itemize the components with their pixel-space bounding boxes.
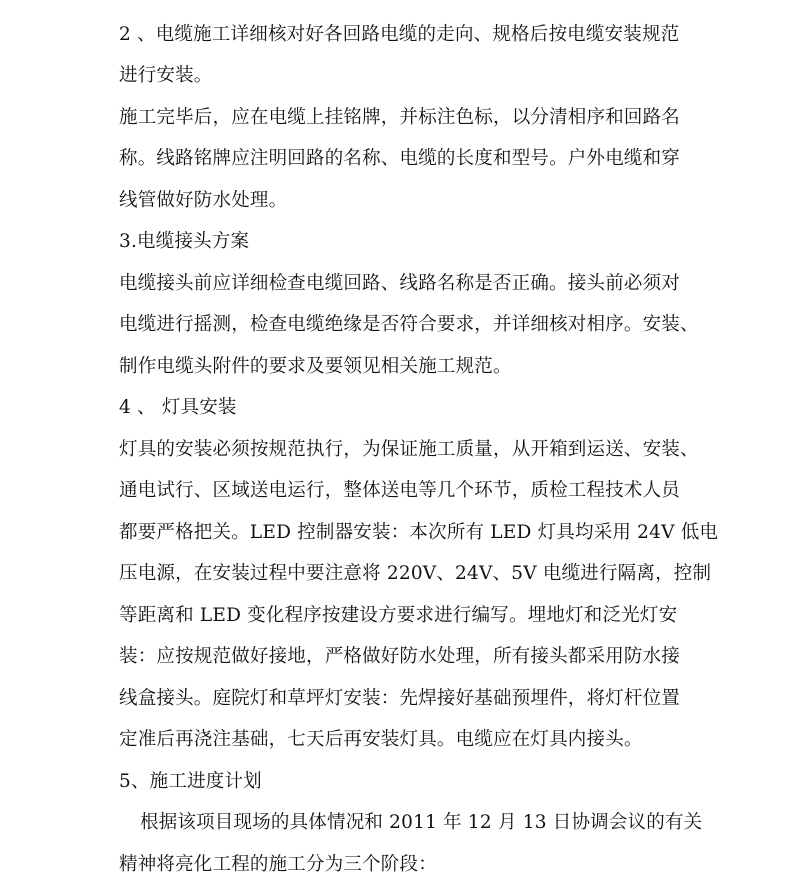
- section-heading-5: 5、施工进度计划: [119, 771, 262, 792]
- section-heading-3: 3.电缆接头方案: [119, 231, 250, 252]
- text-line-20: 根据该项目现场的具体情况和 2011 年 12 月 13 日协调会议的有关: [140, 812, 703, 833]
- text-line-3: 施工完毕后，应在电缆上挂铭牌，并标注色标，以分清相序和回路名: [119, 107, 681, 128]
- section-heading-4: 4 、 灯具安装: [119, 397, 237, 418]
- text-line-8: 电缆进行摇测，检查电缆绝缘是否符合要求，并详细核对相序。安装、: [119, 314, 699, 335]
- text-line-15: 等距离和 LED 变化程序按建设方要求进行编写。埋地灯和泛光灯安: [119, 605, 678, 626]
- text-line-16: 装：应按规范做好接地，严格做好防水处理，所有接头都采用防水接: [119, 646, 681, 667]
- text-line-5: 线管做好防水处理。: [119, 190, 288, 211]
- text-line-11: 灯具的安装必须按规范执行，为保证施工质量，从开箱到运送、安装、: [119, 439, 699, 460]
- text-line-12: 通电试行、区域送电运行，整体送电等几个环节，质检工程技术人员: [119, 480, 681, 501]
- text-line-13: 都要严格把关。LED 控制器安装：本次所有 LED 灯具均采用 24V 低电: [119, 522, 719, 543]
- text-line-4: 称。线路铭牌应注明回路的名称、电缆的长度和型号。户外电缆和穿: [119, 148, 681, 169]
- text-line-21: 精神将亮化工程的施工分为三个阶段：: [119, 854, 437, 875]
- text-line-2: 进行安装。: [119, 65, 213, 86]
- text-line-14: 压电源，在安装过程中要注意将 220V、24V、5V 电缆进行隔离，控制: [119, 563, 712, 584]
- text-line-7: 电缆接头前应详细检查电缆回路、线路名称是否正确。接头前必须对: [119, 273, 681, 294]
- text-line-9: 制作电缆头附件的要求及要领见相关施工规范。: [119, 356, 512, 377]
- text-line-18: 定准后再浇注基础，七天后再安装灯具。电缆应在灯具内接头。: [119, 729, 643, 750]
- text-line-1: 2 、电缆施工详细核对好各回路电缆的走向、规格后按电缆安装规范: [119, 24, 680, 45]
- text-line-17: 线盒接头。庭院灯和草坪灯安装：先焊接好基础预埋件，将灯杆位置: [119, 688, 681, 709]
